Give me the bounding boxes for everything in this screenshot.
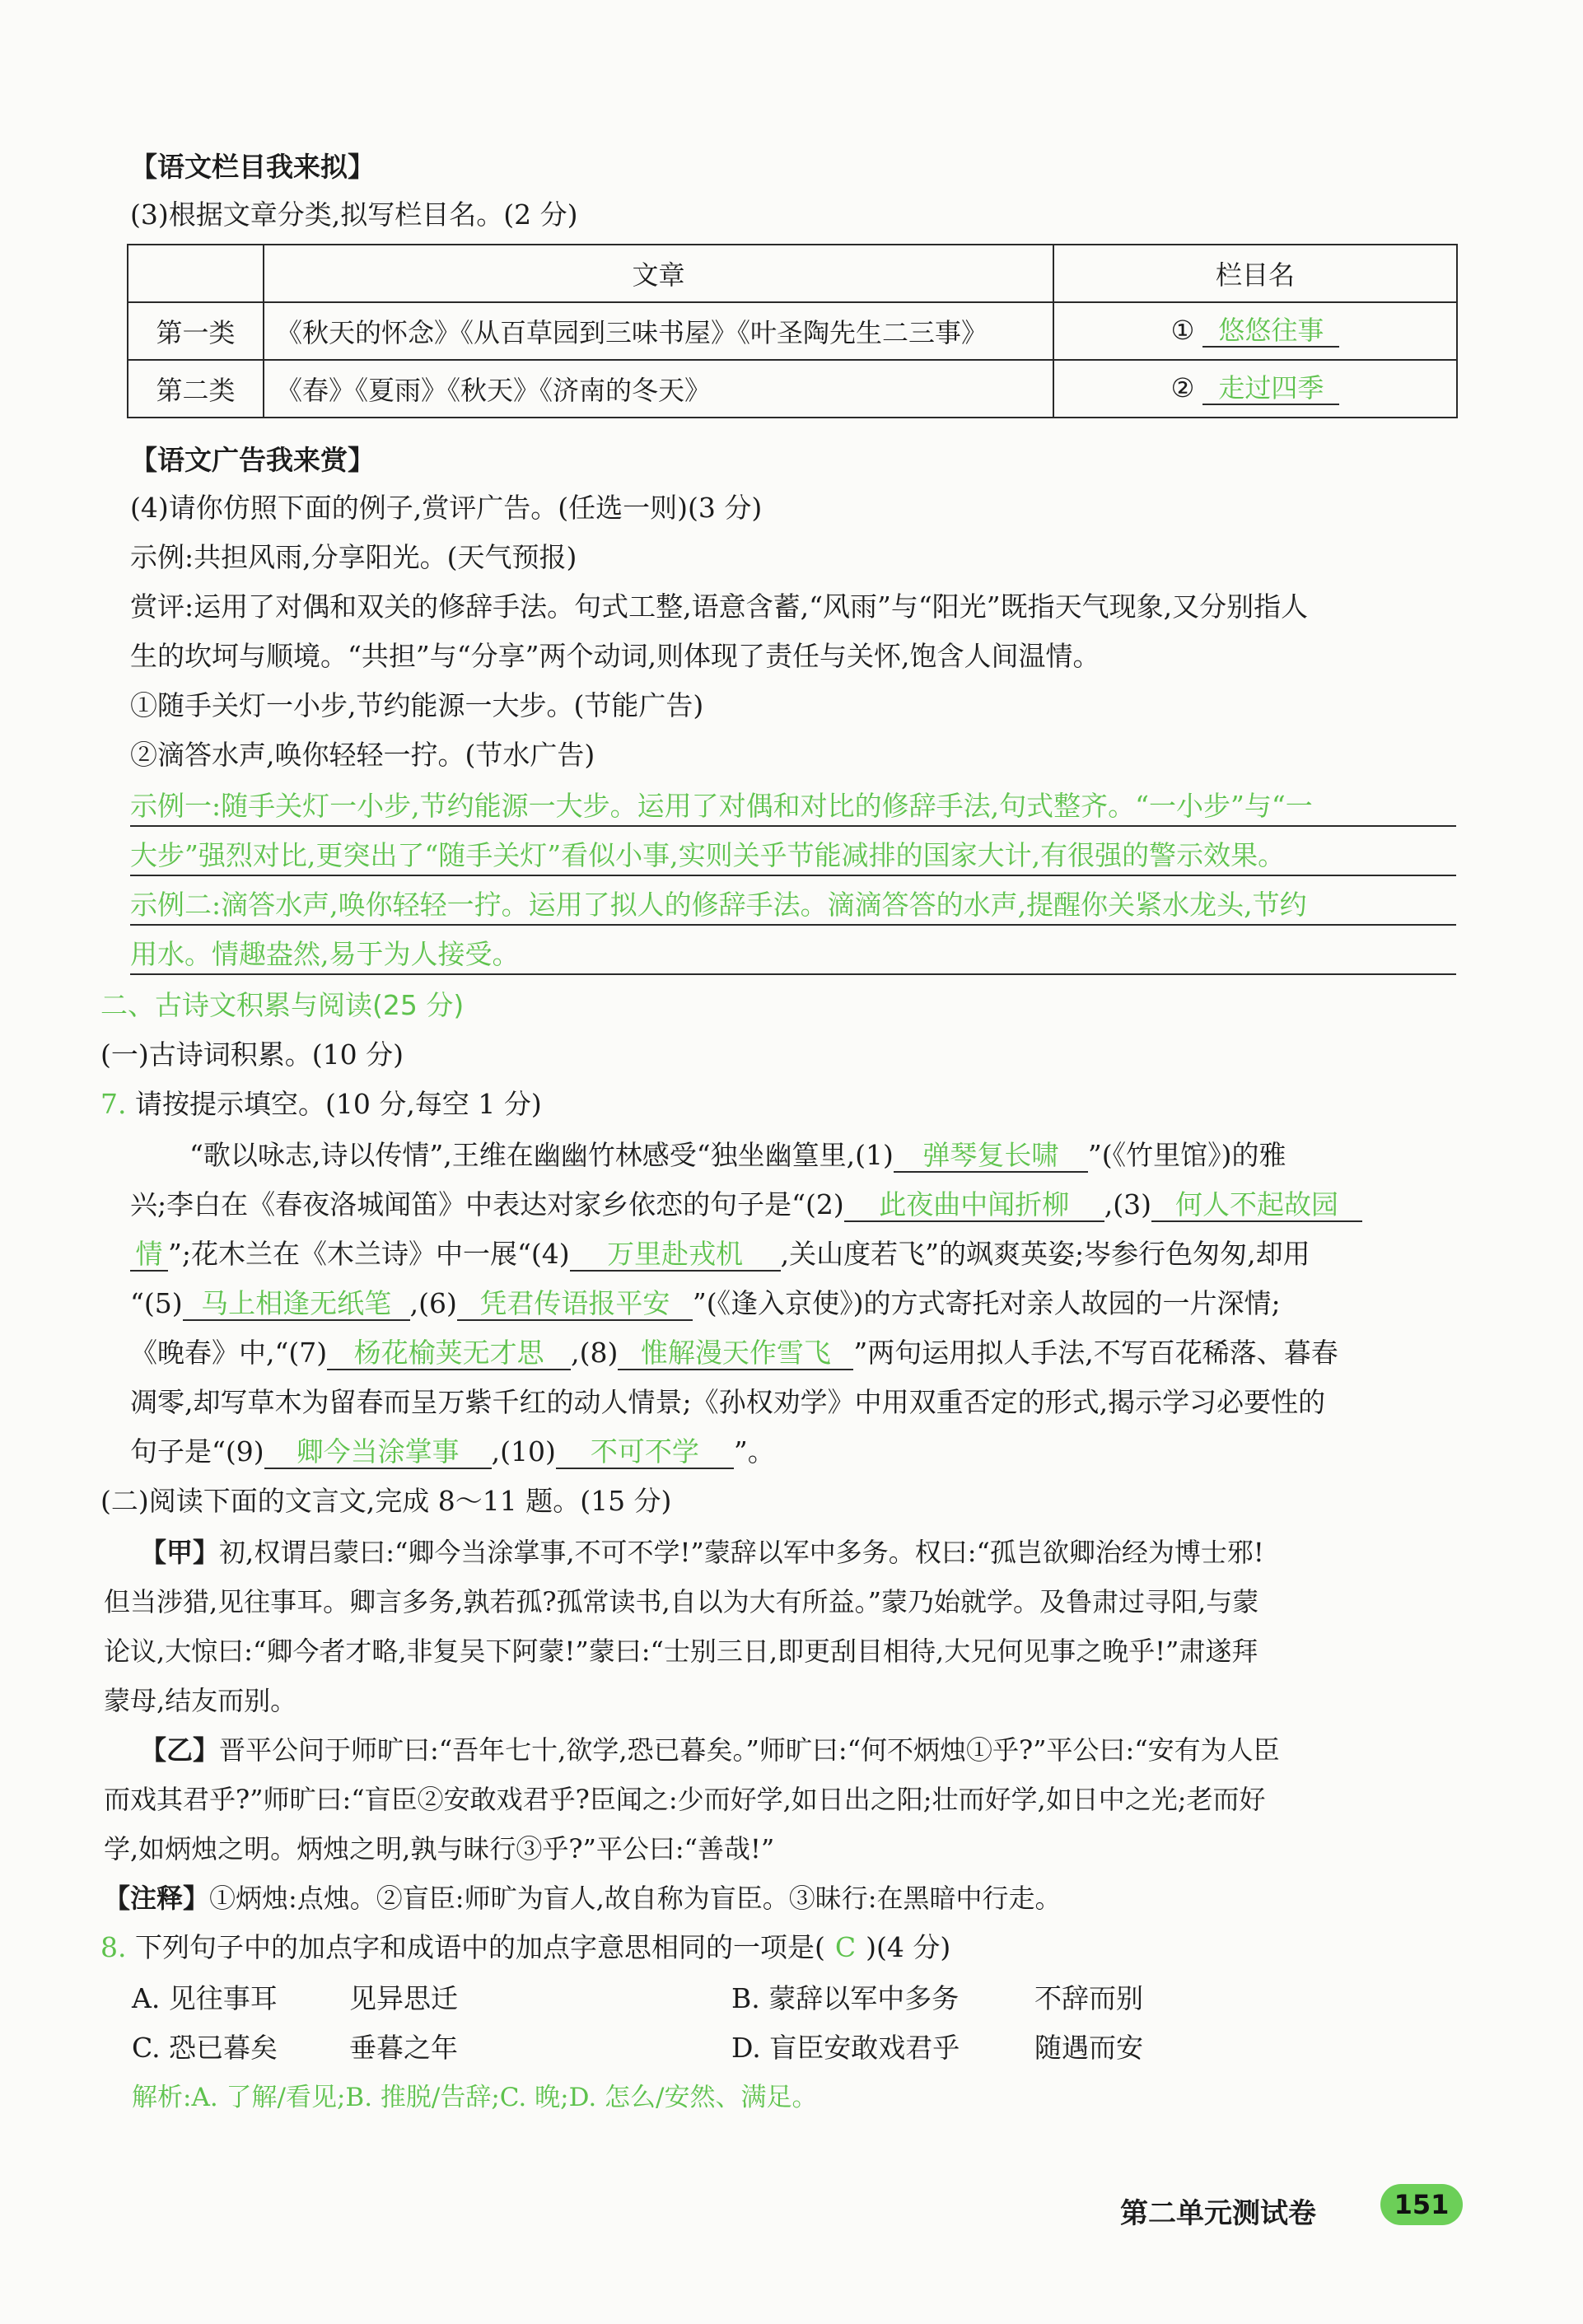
poem-line-3	[130, 1235, 1456, 1273]
passage-jia-line-1	[140, 1533, 1456, 1571]
text: ,(6)	[409, 1287, 457, 1319]
text: “歌以咏志,诗以传情”,王维在幽幽竹林感受“独坐幽篁里,(1)	[189, 1139, 894, 1171]
sub-section-2: (二)阅读下面的文言文,完成 8～11 题。(15 分)	[100, 1485, 672, 1517]
text: 初,权谓吕蒙曰:“卿今当涂掌事,不可不学!”蒙辞以军中多务。权曰:“孤岂欲卿治经为博士邪!	[219, 1537, 1264, 1568]
passage-yi-line-2: 而戏其君乎?”师旷曰:“盲臣②安敢戏君乎?臣闻之:少而好学,如日出之阳;壮而好学,如日中之光;老而好	[104, 1784, 1266, 1815]
poem-line-1	[189, 1136, 1456, 1174]
text: A. 见往事耳	[132, 1982, 278, 2014]
text: ,(10)	[491, 1435, 556, 1468]
answer-line-2: 大步”强烈对比,更突出了“随手关灯”看似小事,实则关乎节能减排的国家大计,有很强的警示效果。	[130, 837, 1456, 876]
answer-line-3: 示例二:滴答水声,唤你轻轻一拧。运用了拟人的修辞手法。滴滴答答的水声,提醒你关紧水龙头,节约	[130, 886, 1456, 926]
text: ”;花木兰在《木兰诗》中一展“(4)	[168, 1238, 570, 1270]
footer-title: 第二单元测试卷	[1120, 2197, 1316, 2230]
text: 晋平公问于师旷曰:“吾年七十,欲学,恐已暮矣。”师旷曰:“何不炳烛①乎?”平公曰:“安有为人臣	[219, 1734, 1280, 1766]
option-b-idiom	[1034, 1980, 1456, 2018]
row-articles: 《秋天的怀念》《从百草园到三味书屋》《叶圣陶先生二三事》	[264, 302, 1053, 360]
table-header-name: 栏目名	[1053, 245, 1457, 302]
answer-number: ①	[1170, 315, 1195, 346]
blank-10: 不可不学	[556, 1436, 734, 1469]
row-label: 第二类	[128, 360, 264, 418]
passage-yi-line-1	[140, 1731, 1456, 1769]
passage-jia-line-2: 但当涉猎,见往事耳。卿言多务,孰若孤?孤常读书,自以为大有所益。”蒙乃始就学。及鲁肃过寻阳,与蒙	[104, 1586, 1259, 1617]
answer-line-4: 用水。情趣盎然,易于为人接受。	[130, 936, 1456, 975]
column-answer-2: 走过四季	[1202, 372, 1339, 405]
notes	[104, 1879, 1456, 1917]
comment-line-1: 赏评:运用了对偶和双关的修辞手法。句式工整,语意含蓄,“风雨”与“阳光”既指天气现象,又分别指人	[130, 590, 1309, 623]
question-4: (4)请你仿照下面的例子,赏评广告。(任选一则)(3 分)	[130, 492, 763, 524]
sub-section-1: (一)古诗词积累。(10 分)	[100, 1038, 404, 1071]
column-answer-1: 悠悠往事	[1202, 315, 1339, 348]
blank-7: 杨花榆荚无才思	[327, 1337, 571, 1370]
option-d-idiom	[1034, 2029, 1456, 2067]
passage-yi-tag: 【乙】	[140, 1734, 220, 1766]
table-header-row	[128, 245, 1457, 302]
poem-line-2	[130, 1186, 1456, 1224]
table-header-article: 文章	[264, 245, 1053, 302]
text: 下列句子中的加点字和成语中的加点字意思相同的一项是(	[135, 1931, 825, 1963]
poem-line-4	[130, 1285, 1456, 1323]
blank-2: 此夜曲中闻折柳	[844, 1189, 1104, 1222]
example-text: 示例:共担风雨,分享阳光。(天气预报)	[130, 541, 577, 573]
text: C. 恐已暮矣	[132, 2032, 278, 2064]
answer-number: ②	[1170, 372, 1195, 404]
blank-3: 何人不起故园	[1151, 1189, 1362, 1222]
blank-5: 马上相逢无纸笔	[183, 1288, 410, 1321]
notes-tag: 【注释】	[104, 1883, 210, 1914]
table-row	[128, 302, 1457, 360]
text: ,关山度若飞”的飒爽英姿;岑参行色匆匆,却用	[780, 1238, 1310, 1270]
text: )(4 分)	[866, 1931, 951, 1963]
text: ,(8)	[571, 1337, 619, 1369]
part-2-title: 二、古诗文积累与阅读(25 分)	[100, 989, 465, 1021]
blank-4: 万里赴戎机	[570, 1239, 781, 1272]
comment-line-2: 生的坎坷与顺境。“共担”与“分享”两个动词,则体现了责任与关怀,饱含人间温情。	[130, 640, 1100, 672]
blank-1: 弹琴复长啸	[894, 1140, 1088, 1173]
text: ,(3)	[1104, 1188, 1151, 1220]
question-8-number: 8.	[100, 1931, 127, 1963]
text: B. 蒙辞以军中多务	[731, 1982, 960, 2014]
text: 《晚春》中,“(7)	[130, 1337, 328, 1369]
page-number-badge: 151	[1380, 2184, 1463, 2225]
row-articles: 《春》《夏雨》《秋天》《济南的冬天》	[264, 360, 1053, 418]
text: ”。	[733, 1435, 775, 1468]
ad-1: ①随手关灯一小步,节约能源一大步。(节能广告)	[130, 689, 704, 721]
poem-line-6: 凋零,却写草木为留春而呈万紫千红的动人情景;《孙权劝学》中用双重否定的形式,揭示学习必要性的	[130, 1386, 1326, 1418]
text: ①炳烛:点烛。②盲臣:师旷为盲人,故自称为盲臣。③昧行:在黑暗中行走。	[209, 1883, 1062, 1914]
question-7: 请按提示填空。(10 分,每空 1 分)	[135, 1088, 542, 1120]
table-row	[128, 360, 1457, 418]
section-header-ad: 【语文广告我来赏】	[130, 444, 375, 476]
passage-jia-line-4: 蒙母,结友而别。	[104, 1685, 297, 1716]
section-header-column: 【语文栏目我来拟】	[130, 151, 375, 183]
blank-8: 惟解漫天作雪飞	[618, 1337, 853, 1370]
blank-3-cont: 情	[130, 1239, 168, 1272]
blank-6: 凭君传语报平安	[457, 1288, 693, 1321]
poem-line-5	[130, 1334, 1456, 1372]
text: ”(《逢入京使》)的方式寄托对亲人故园的一片深情;	[692, 1287, 1281, 1319]
ad-2: ②滴答水声,唤你轻轻一拧。(节水广告)	[130, 739, 595, 771]
text: “(5)	[130, 1287, 183, 1319]
column-table	[127, 244, 1458, 418]
passage-jia-line-3: 论议,大惊曰:“卿今者才略,非复吴下阿蒙!”蒙曰:“士别三日,即更刮目相待,大兄何见事之晚乎!”肃遂拜	[104, 1636, 1258, 1667]
text: 见异思迁	[349, 1982, 458, 2014]
question-8	[100, 1929, 1456, 1967]
text: 随遇而安	[1034, 2032, 1143, 2064]
text: 兴;李白在《春夜洛城闻笛》中表达对家乡依恋的句子是“(2)	[130, 1188, 844, 1220]
question-7-number: 7.	[100, 1088, 127, 1120]
question-3: (3)根据文章分类,拟写栏目名。(2 分)	[130, 198, 578, 231]
question-8-answer: C	[834, 1931, 857, 1963]
text: 句子是“(9)	[130, 1435, 264, 1468]
text: ”两句运用拟人手法,不写百花稀落、暮春	[853, 1337, 1338, 1369]
passage-yi-line-3: 学,如炳烛之明。炳烛之明,孰与昧行③乎?”平公曰:“善哉!”	[104, 1833, 775, 1864]
poem-line-7	[130, 1433, 1456, 1471]
text: D. 盲臣安敢戏君乎	[731, 2032, 960, 2064]
text: 垂暮之年	[349, 2032, 458, 2064]
answer-line-1: 示例一:随手关灯一小步,节约能源一大步。运用了对偶和对比的修辞手法,句式整齐。“一小步”与“一	[130, 787, 1456, 827]
blank-9: 卿今当涂掌事	[264, 1436, 492, 1469]
explanation: 解析:A. 了解/看见;B. 推脱/告辞;C. 晚;D. 怎么/安然、满足。	[132, 2083, 818, 2112]
row-label: 第一类	[128, 302, 264, 360]
text: ”(《竹里馆》)的雅	[1087, 1139, 1286, 1171]
passage-jia-tag: 【甲】	[140, 1537, 220, 1568]
text: 不辞而别	[1034, 1982, 1143, 2014]
